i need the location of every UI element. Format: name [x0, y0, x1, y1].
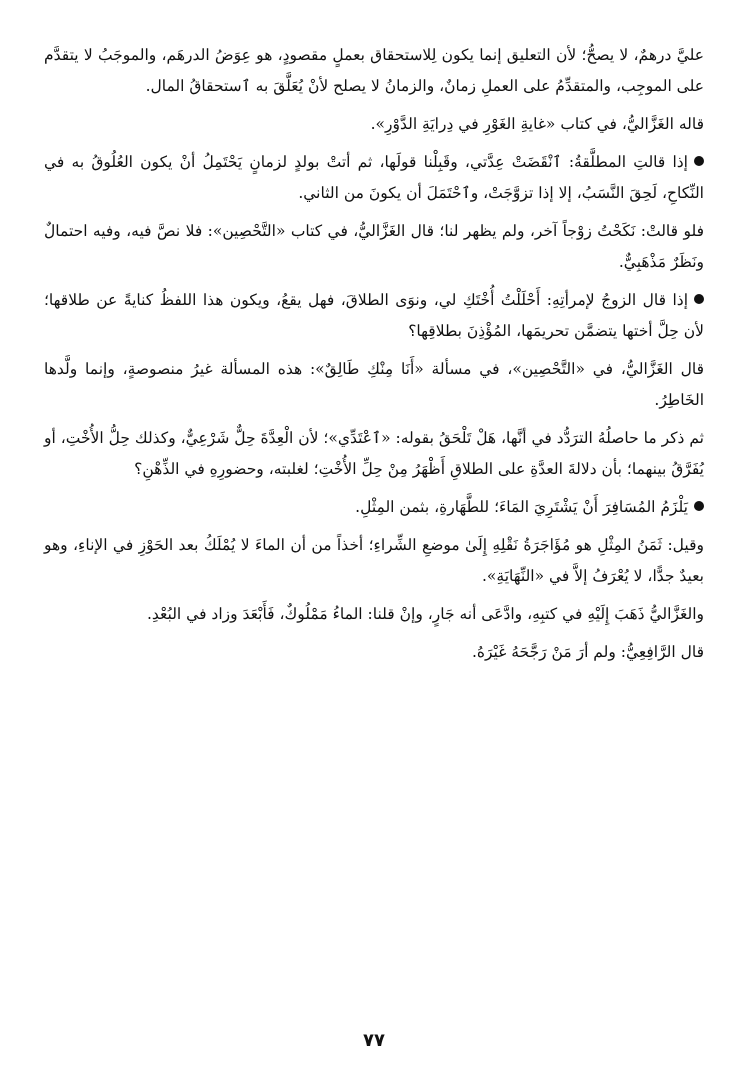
paragraph-2: [44, 109, 704, 140]
page-number: ٧٧: [363, 1030, 385, 1051]
paragraph-8-text: يَلْزَمُ المُسَافِرَ أَنْ يَشْتَرِيَ المَاءَ؛ للطَّهَارةِ، بثمن المِثْلِ.: [355, 498, 688, 516]
paragraph-2-text: قاله الغَزَّاليُّ، في كتاب «غايةِ الغَوْرِ في دِرايَةِ الدَّوْرِ».: [370, 115, 704, 133]
paragraph-10-text: والغَزَّاليُّ ذَهَبَ إِلَيْهِ في كتبِهِ، وادَّعَى أنه جَارٍ، وإنْ قلنا: الماءُ مَمْلُوكٌ، فَأَبْعَدَ وزاد في البُعْدِ.: [146, 605, 704, 623]
paragraph-5: [44, 285, 704, 347]
bullet-icon: [694, 501, 704, 511]
paragraph-6: [44, 354, 704, 416]
paragraph-6-text: قال الغَزَّاليُّ، في «التَّحْصِين»، في مسألة «أَنَا مِنْكِ طَالِقٌ»: هذه المسألة غيرُ منصوصةٍ، وإنما ولَّدها الخَاطِرُ.: [44, 360, 704, 409]
paragraph-10: [44, 599, 704, 630]
paragraph-4: [44, 216, 704, 278]
paragraph-1-text: عليَّ درهمٌ، لا يصحُّ؛ لأن التعليق إنما يكون لِلاستحقاق بعملٍ مقصودٍ، هو عِوَضُ الدرهَم، والموجَبُ لا يتقدَّم على الموجِب، والمتقدِّمُ على العملِ زمانٌ، والزمانُ لا يصلح لأنْ يُعَلَّقَ به ٱستحقاقُ المال.: [44, 46, 704, 95]
paragraph-7: [44, 423, 704, 485]
paragraph-4-text: فلو قالتْ: نَكَحْتُ زوْجاً آخر، ولم يظهر لنا؛ قال الغَزَّاليُّ، في كتاب «التَّحْصِين»: فلا نصَّ فيه، وفيه احتمالٌ ونَظَرٌ مَذْهَبِيٌّ.: [44, 222, 704, 271]
paragraph-11-text: قال الرَّافِعِيُّ: ولم أرَ مَنْ رَجَّحَهُ غَيْرَهُ.: [471, 643, 704, 661]
main-text: [44, 40, 704, 675]
paragraph-8: [44, 492, 704, 523]
paragraph-5-text: إذا قال الزوجُ لإمرأتِهِ: أَحْلَلْتُ أُخْتَكِ لي، ونوَى الطلاقَ، فهل يقعُ، ويكون هذا اللفظُ كنايةً عن طلاقها؛ لأن حِلَّ أختها يتضمَّن تحريمَها، المُؤْذِنَ بطلاقِها؟: [44, 291, 704, 340]
paragraph-3-text: إذا قالتِ المطلَّقةُ: ٱنْقَضَتْ عِدَّتي، وقَبِلْنا قولَها، ثم أتتْ بولدٍ لزمانٍ يَحْتَمِلُ أنْ يكون العُلُوقُ به في النِّكاحِ، لَحِقَ النَّسَبُ، إلا إذا تزوَّجَتْ، وٱحْتَمَلَ أن يكونَ من الثاني.: [44, 153, 704, 202]
paragraph-7-text: ثم ذكر ما حاصلُهُ الترَدُّد في أنَّها، هَلْ تَلْحَقُ بقوله: «ٱعْتَدِّي»؛ لأن الْعِدَّةَ حِلٌّ شَرْعِيٌّ، وكذلك حِلُّ الأُخْتِ، أو يُفَرَّقُ بينهما؛ بأن دلالةَ العدَّةِ على الطلاقِ أَظْهَرُ مِنْ حِلِّ الأُخْتِ؛ لغلبته، وحضورِهِ في الذِّهْنِ؟: [44, 429, 704, 478]
paragraph-9: [44, 530, 704, 592]
paragraph-11: [44, 637, 704, 668]
bullet-icon: [694, 156, 704, 166]
bullet-icon: [694, 294, 704, 304]
paragraph-3: [44, 147, 704, 209]
paragraph-9-text: وقيل: ثَمَنُ المِثْلِ هو مُؤَاجَرَةُ نَقْلِهِ إِلَىٰ موضعِ الشِّراءِ؛ أخذاً من أن الماءَ لا يُمْلَكُ بعد الحَوْزِ في الإناءِ، وهو بعيدٌ جدًّا، لا يُعْرَفُ إلاَّ في «النِّهَايَةِ».: [44, 536, 704, 585]
paragraph-1: [44, 40, 704, 102]
